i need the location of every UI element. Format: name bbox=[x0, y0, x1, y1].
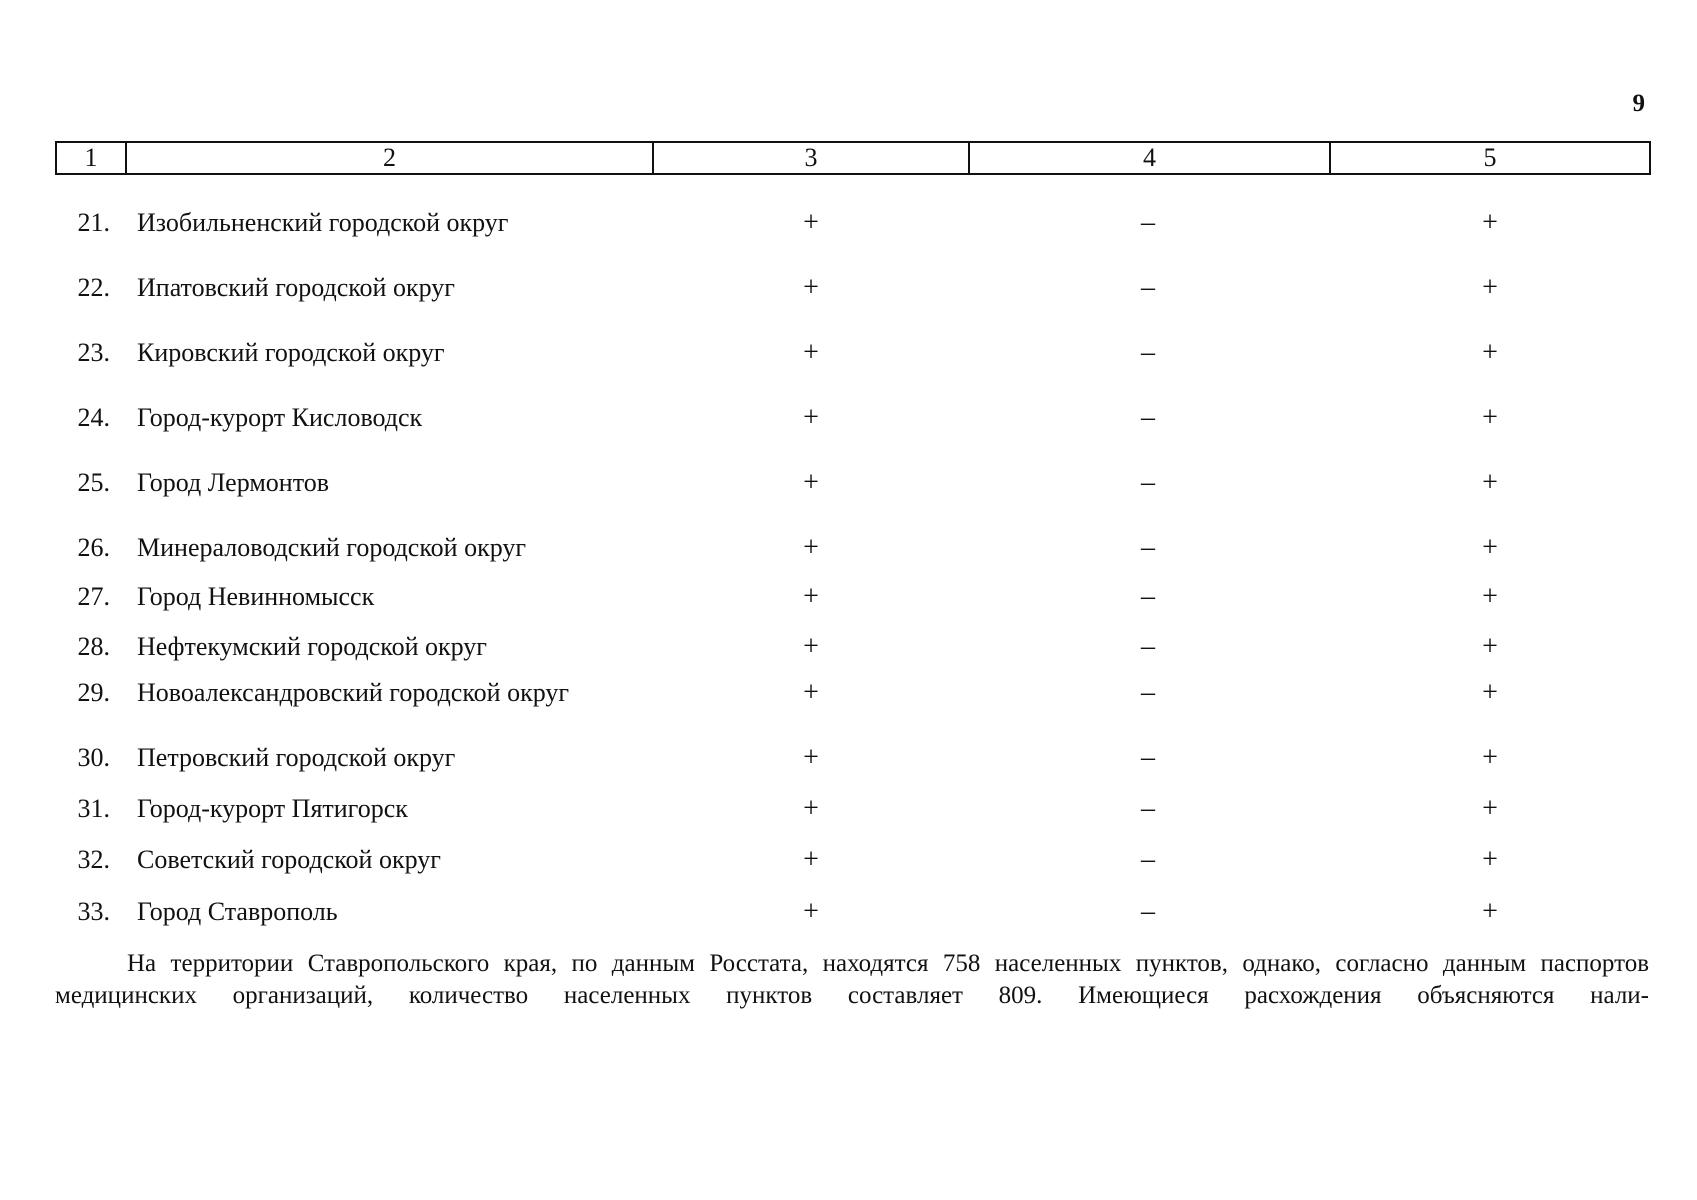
row-name: Город Ставрополь bbox=[137, 897, 338, 926]
header-col-3: 3 bbox=[653, 142, 969, 174]
header-col-1: 1 bbox=[56, 142, 126, 174]
row-col-5: + bbox=[1482, 742, 1498, 773]
row-col-3: + bbox=[803, 337, 819, 368]
row-col-5: + bbox=[1482, 337, 1498, 368]
table-header-row bbox=[56, 142, 1650, 174]
row-col-3: + bbox=[803, 742, 819, 773]
table-row bbox=[55, 895, 1649, 929]
row-col-3: + bbox=[803, 532, 819, 563]
row-col-3: + bbox=[803, 402, 819, 433]
row-col-3: + bbox=[803, 207, 819, 238]
row-col-3: + bbox=[803, 581, 819, 612]
row-col-4: – bbox=[1141, 631, 1155, 662]
table-row bbox=[55, 466, 1649, 500]
row-col-4: – bbox=[1141, 467, 1155, 498]
table-row bbox=[55, 206, 1649, 240]
row-col-3: + bbox=[803, 272, 819, 303]
row-col-5: + bbox=[1482, 677, 1498, 708]
row-number: 30. bbox=[77, 743, 110, 772]
row-col-3: + bbox=[803, 677, 819, 708]
row-col-5: + bbox=[1482, 532, 1498, 563]
table-row bbox=[55, 741, 1649, 775]
row-col-4: – bbox=[1141, 402, 1155, 433]
row-col-5: + bbox=[1482, 631, 1498, 662]
table-row bbox=[55, 792, 1649, 826]
row-col-5: + bbox=[1482, 896, 1498, 927]
row-number: 26. bbox=[77, 533, 110, 562]
row-col-4: – bbox=[1141, 337, 1155, 368]
row-col-4: – bbox=[1141, 896, 1155, 927]
row-col-3: + bbox=[803, 793, 819, 824]
table-row bbox=[55, 630, 1649, 664]
row-number: 27. bbox=[77, 582, 110, 611]
row-name: Город Невинномысск bbox=[137, 582, 375, 611]
row-col-5: + bbox=[1482, 581, 1498, 612]
row-col-3: + bbox=[803, 631, 819, 662]
row-col-5: + bbox=[1482, 402, 1498, 433]
row-number: 33. bbox=[77, 897, 110, 926]
row-col-4: – bbox=[1141, 677, 1155, 708]
header-col-4: 4 bbox=[969, 142, 1330, 174]
row-col-4: – bbox=[1141, 793, 1155, 824]
row-name: Ипатовский городской округ bbox=[137, 273, 455, 302]
row-number: 25. bbox=[77, 468, 110, 497]
row-col-4: – bbox=[1141, 742, 1155, 773]
row-col-4: – bbox=[1141, 844, 1155, 875]
row-name: Кировский городской округ bbox=[137, 338, 445, 367]
row-name: Петровский городской округ bbox=[137, 743, 456, 772]
row-col-3: + bbox=[803, 896, 819, 927]
row-name: Новоалександровский городской округ bbox=[137, 678, 570, 707]
row-col-3: + bbox=[803, 844, 819, 875]
row-name: Город-курорт Пятигорск bbox=[137, 794, 408, 823]
row-col-4: – bbox=[1141, 272, 1155, 303]
table-header bbox=[55, 141, 1651, 175]
row-col-5: + bbox=[1482, 207, 1498, 238]
row-col-4: – bbox=[1141, 581, 1155, 612]
table-row bbox=[55, 580, 1649, 614]
header-col-5: 5 bbox=[1330, 142, 1650, 174]
body-paragraph bbox=[55, 948, 1649, 1012]
row-col-5: + bbox=[1482, 844, 1498, 875]
row-number: 22. bbox=[77, 273, 110, 302]
row-number: 21. bbox=[77, 208, 110, 237]
table-row bbox=[55, 676, 1649, 710]
row-number: 29. bbox=[77, 678, 110, 707]
row-name: Изобильненский городской округ bbox=[137, 208, 509, 237]
row-col-5: + bbox=[1482, 467, 1498, 498]
row-name: Город Лермонтов bbox=[137, 468, 329, 497]
row-name: Город-курорт Кисловодск bbox=[137, 403, 423, 432]
row-number: 32. bbox=[77, 845, 110, 874]
row-col-4: – bbox=[1141, 532, 1155, 563]
row-col-3: + bbox=[803, 467, 819, 498]
row-col-4: – bbox=[1141, 207, 1155, 238]
page-number: 9 bbox=[1632, 90, 1645, 117]
table-row bbox=[55, 336, 1649, 370]
paragraph-text: На территории Ставропольского края, по данным Росстата, находятся 758 населенных пунктов, однако, согласно данным паспортов медицинских организаций, количество населенных пунктов составляет 809. Имеющиеся расхождения объясняются нали- bbox=[55, 950, 1649, 1009]
row-col-5: + bbox=[1482, 793, 1498, 824]
table-row bbox=[55, 531, 1649, 565]
table-row bbox=[55, 843, 1649, 877]
row-number: 31. bbox=[77, 794, 110, 823]
row-number: 28. bbox=[77, 632, 110, 661]
row-name: Советский городской округ bbox=[137, 845, 441, 874]
row-number: 23. bbox=[77, 338, 110, 367]
row-col-5: + bbox=[1482, 272, 1498, 303]
table-row bbox=[55, 271, 1649, 305]
header-col-2: 2 bbox=[126, 142, 653, 174]
table-row bbox=[55, 401, 1649, 435]
row-name: Минераловодский городской округ bbox=[137, 533, 527, 562]
row-number: 24. bbox=[77, 403, 110, 432]
row-name: Нефтекумский городской округ bbox=[137, 632, 487, 661]
